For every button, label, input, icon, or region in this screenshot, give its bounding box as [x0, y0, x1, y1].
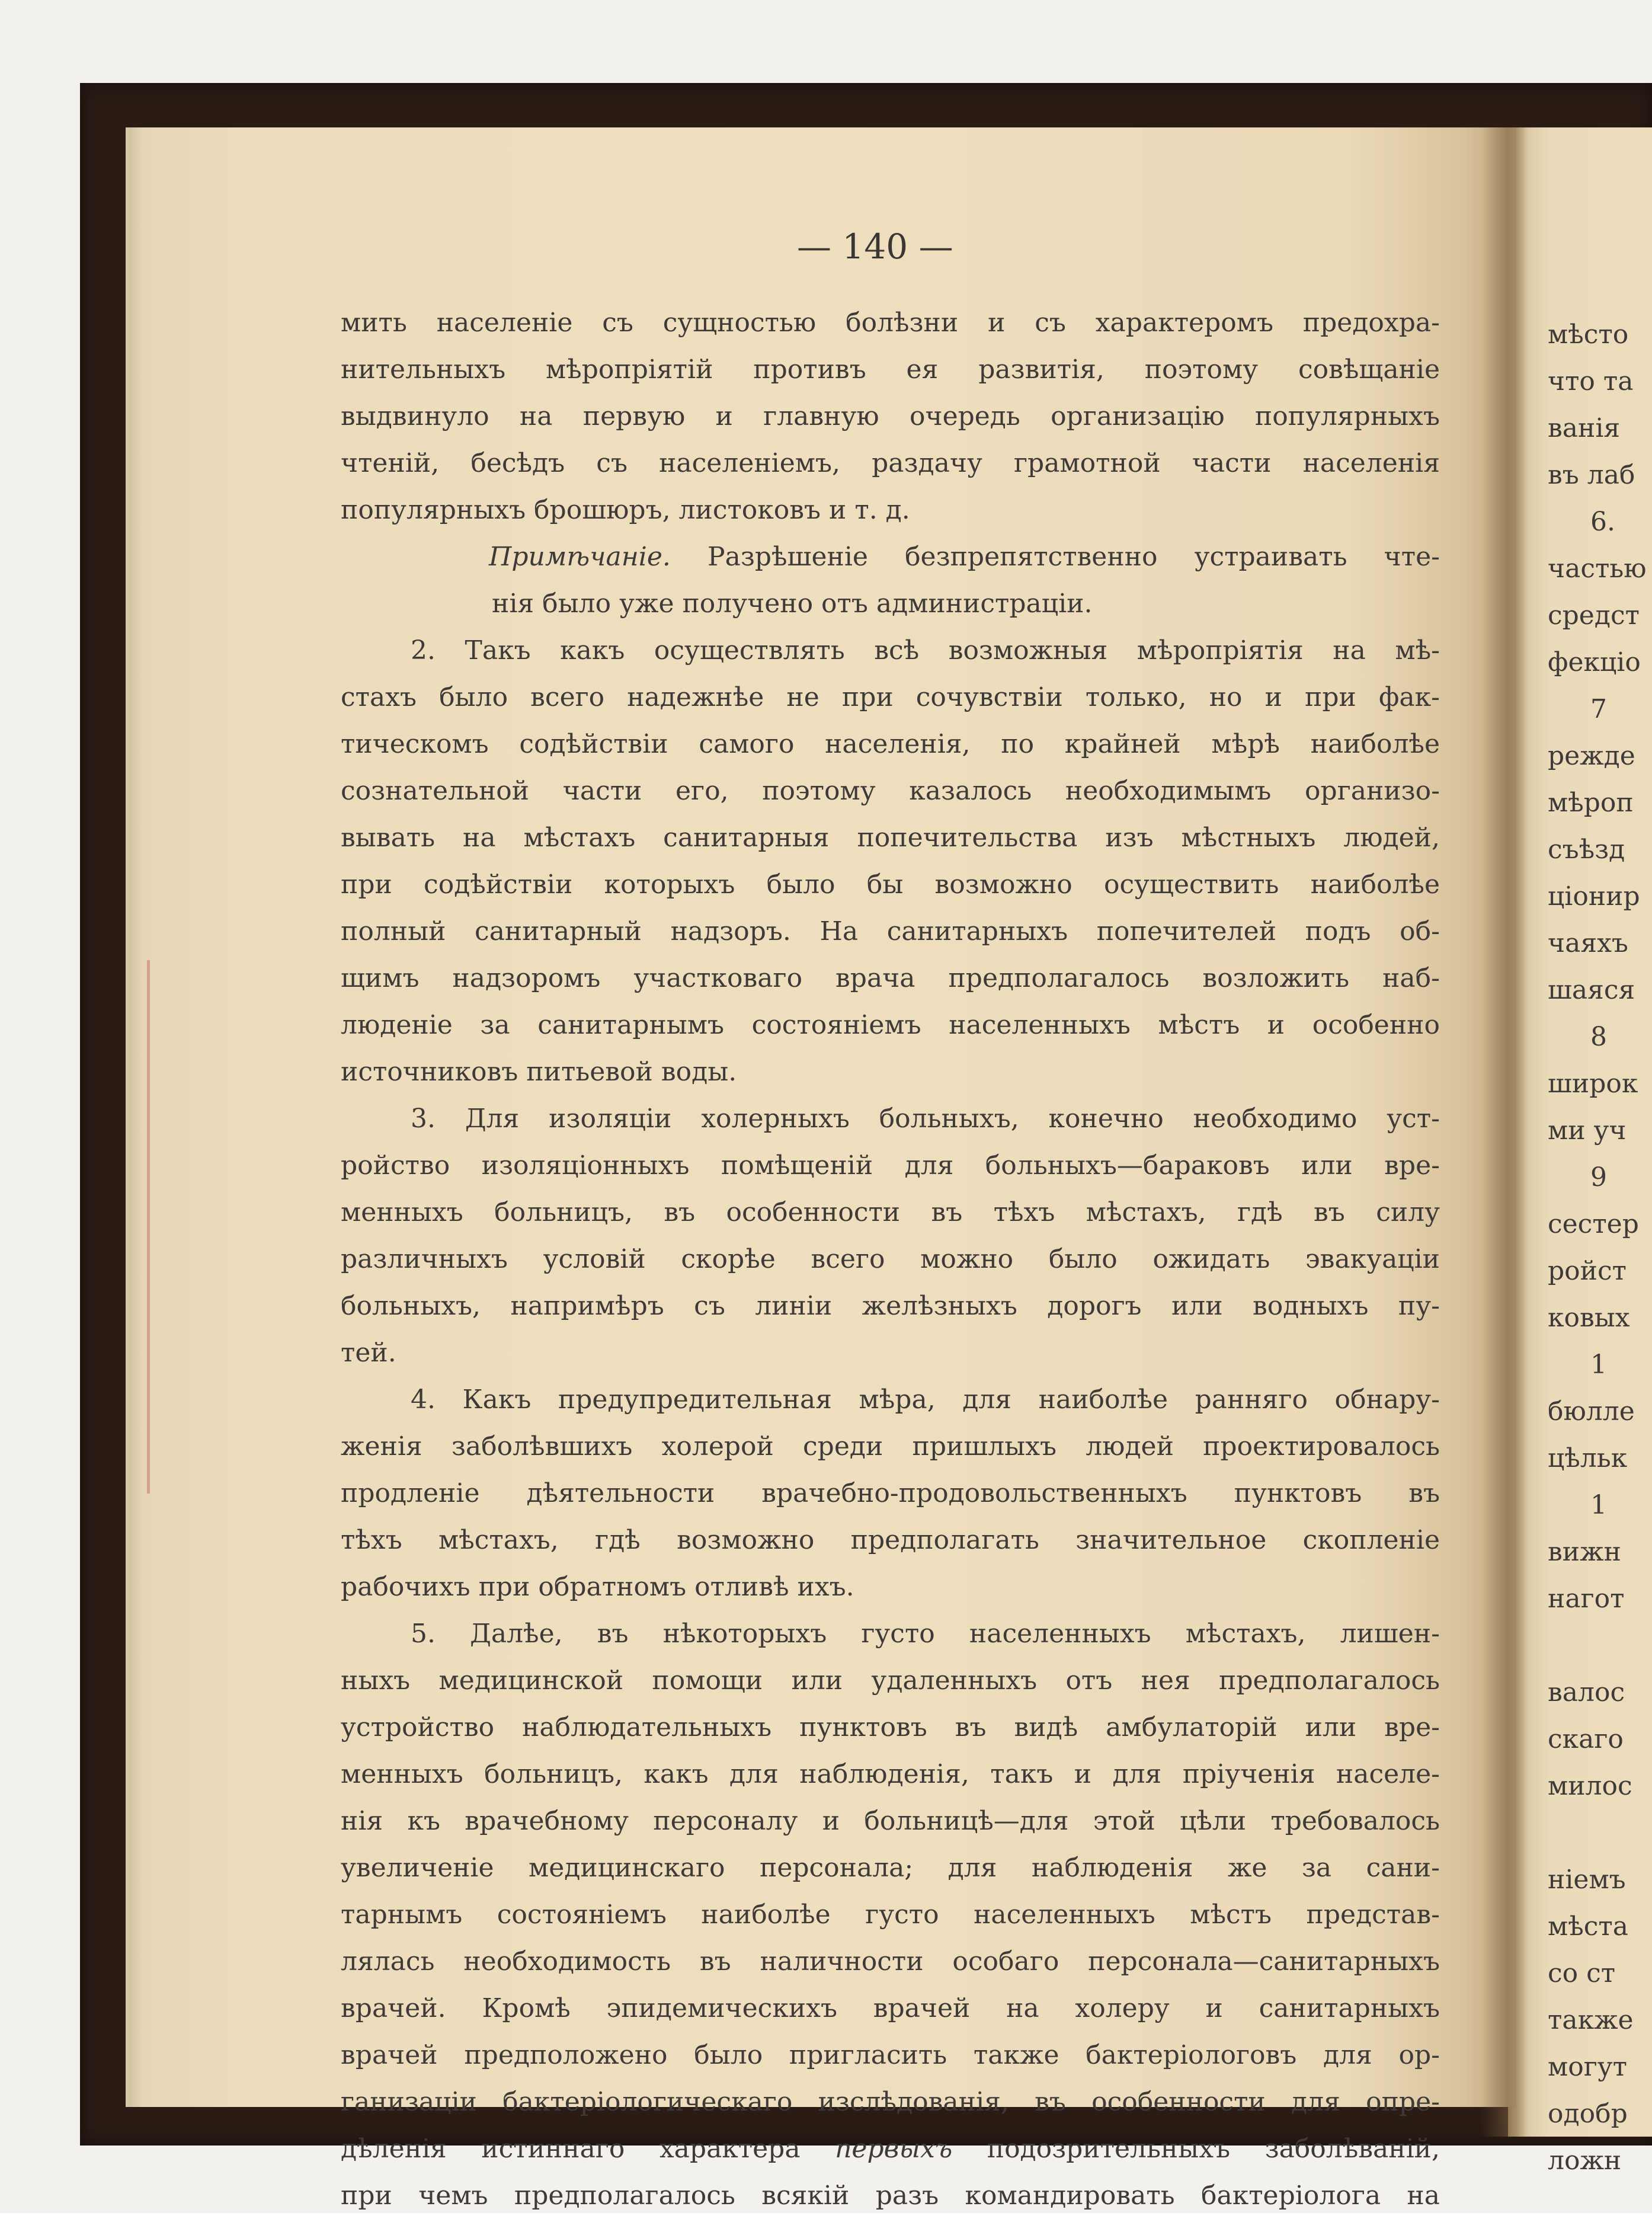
right-page-line-fragment: шаяся: [1548, 975, 1635, 1005]
text-line: полный санитарный надзоръ. На санитарныхъ попечителей подъ об-: [341, 916, 1440, 947]
right-page-line-fragment: [1548, 1809, 1647, 1856]
text-line: рабочихъ при обратномъ отливѣ ихъ.: [341, 1572, 854, 1602]
text-segment: подозрительныхъ заболѣваній,: [952, 2134, 1440, 2164]
text-line: различныхъ условій скорѣе всего можно было ожидать эвакуаціи: [341, 1244, 1440, 1274]
text-line: люденіе за санитарнымъ состояніемъ населенныхъ мѣстъ и особенно: [341, 1010, 1440, 1040]
left-page-edge: [129, 127, 142, 2107]
note-label: Примѣчаніе.: [489, 542, 671, 572]
right-page-line-fragment: нагот: [1548, 1584, 1625, 1614]
right-page-line-fragment: широк: [1548, 1069, 1638, 1099]
right-page-line-fragment: ложн: [1548, 2146, 1622, 2176]
text-line: увеличеніе медицинскаго персонала; для наблюденія же за сани-: [341, 1853, 1440, 1883]
text-line: нія было уже получено отъ администраціи.: [492, 589, 1093, 619]
right-page-line-fragment: ніемъ: [1548, 1865, 1626, 1895]
text-line: стахъ было всего надежнѣе не при сочувствіи только, но и при фак-: [341, 682, 1440, 712]
text-line: чтеній, бесѣдъ съ населеніемъ, раздачу грамотной части населенія: [341, 448, 1440, 478]
margin-mark: [147, 960, 150, 1494]
right-page-line-fragment: цѣльк: [1548, 1443, 1628, 1473]
text-line: ганизаціи бактеріологическаго изслѣдованія, въ особенности для опре-: [341, 2087, 1440, 2117]
right-page-line-fragment: бюлле: [1548, 1396, 1635, 1427]
text-line: мить населеніе съ сущностью болѣзни и съ характеромъ предохра-: [341, 308, 1440, 338]
right-page-line-fragment: ройст: [1548, 1256, 1627, 1286]
right-page-line-fragment: могут: [1548, 2052, 1627, 2082]
text-line: врачей. Кромѣ эпидемическихъ врачей на холеру и санитарныхъ: [341, 1993, 1440, 2023]
text-line: тарнымъ состояніемъ наиболѣе густо населенныхъ мѣстъ представ-: [341, 1900, 1440, 1930]
text-line: щимъ надзоромъ участковаго врача предполагалось возложить наб-: [341, 963, 1440, 993]
text-line: при чемъ предполагалось всякій разъ командировать бактеріолога на: [341, 2180, 1440, 2211]
text-line: нительныхъ мѣропріятій противъ ея развитія, поэтому совѣщаніе: [341, 354, 1440, 385]
right-page-line-fragment: вижн: [1548, 1537, 1621, 1567]
text-segment: дѣленія истиннаго характера: [341, 2134, 835, 2164]
right-page-line-fragment: мѣсто: [1548, 319, 1629, 350]
right-page-line-fragment: со ст: [1548, 1958, 1616, 1988]
right-page-line-fragment: 9: [1590, 1162, 1607, 1192]
right-page-line-fragment: скаго: [1548, 1724, 1624, 1754]
right-page-line-fragment: въ лаб: [1548, 460, 1635, 490]
text-line: ройство изоляціонныхъ помѣщеній для больныхъ—бараковъ или вре-: [341, 1150, 1440, 1181]
text-line: тическомъ содѣйствіи самого населенія, по крайней мѣрѣ наиболѣе: [341, 729, 1440, 759]
text-line: тей.: [341, 1338, 396, 1368]
main-text-block: [341, 299, 1440, 2219]
right-page-line-fragment: [1548, 1622, 1647, 1669]
page-number: — 140 —: [797, 226, 953, 267]
text-line: врачей предположено было пригласить также бактеріологовъ для ор-: [341, 2040, 1440, 2070]
right-page-line-fragment: мѣроп: [1548, 788, 1634, 818]
book-gutter-shadow: [1481, 127, 1529, 2137]
text-line: ныхъ медицинской помощи или удаленныхъ отъ нея предполагалось: [341, 1665, 1440, 1696]
right-page-line-fragment: валос: [1548, 1677, 1625, 1708]
text-line: выдвинуло на первую и главную очередь организацію популярныхъ: [341, 401, 1440, 431]
text-line: тѣхъ мѣстахъ, гдѣ возможно предполагать значительное скопленіе: [341, 1525, 1440, 1555]
right-page-line-fragment: чаяхъ: [1548, 928, 1628, 958]
right-page-line-fragment: частью: [1548, 554, 1647, 584]
right-page-line-fragment: 8: [1590, 1022, 1607, 1052]
text-line: источниковъ питьевой воды.: [341, 1057, 737, 1087]
right-page-text-fragments: [1548, 311, 1647, 2184]
right-page-line-fragment: милос: [1548, 1771, 1632, 1801]
right-page-line-fragment: 1: [1590, 1350, 1607, 1380]
right-page-line-fragment: фекціо: [1548, 647, 1641, 677]
text-line: сознательной части его, поэтому казалось необходимымъ организо-: [341, 776, 1440, 806]
text-line: 2. Такъ какъ осуществлять всѣ возможныя мѣропріятія на мѣ-: [411, 635, 1440, 666]
right-page-line-fragment: мѣста: [1548, 1911, 1628, 1942]
text-line: популярныхъ брошюръ, листоковъ и т. д.: [341, 495, 910, 525]
right-page-line-fragment: ванія: [1548, 413, 1621, 443]
italic-word: первыхъ: [835, 2134, 953, 2164]
text-line: вывать на мѣстахъ санитарныя попечительства изъ мѣстныхъ людей,: [341, 823, 1440, 853]
text-line: 4. Какъ предупредительная мѣра, для наиболѣе ранняго обнару-: [411, 1385, 1440, 1415]
text-line: менныхъ больницъ, въ особенности въ тѣхъ мѣстахъ, гдѣ въ силу: [341, 1197, 1440, 1227]
text-line: лялась необходимость въ наличности особаго персонала—санитарныхъ: [341, 1946, 1440, 1977]
right-page-line-fragment: съѣзд: [1548, 834, 1625, 865]
right-page-line-fragment: одобр: [1548, 2099, 1628, 2129]
text-line: устройство наблюдательныхъ пунктовъ въ видѣ амбулаторій или вре-: [341, 1712, 1440, 1742]
text-line: менныхъ больницъ, какъ для наблюденія, такъ и для пріученія населе-: [341, 1759, 1440, 1789]
right-page-line-fragment: 7: [1590, 694, 1607, 724]
text-line: женія заболѣвшихъ холерой среди пришлыхъ людей проектировалось: [341, 1431, 1440, 1462]
right-page-line-fragment: средст: [1548, 600, 1640, 631]
text-line: 5. Далѣе, въ нѣкоторыхъ густо населенныхъ мѣстахъ, лишен-: [411, 1619, 1440, 1649]
right-page-line-fragment: ковых: [1548, 1303, 1630, 1333]
right-page-line-fragment: что та: [1548, 366, 1634, 397]
text-line: [341, 2125, 1440, 2172]
text-line: нія къ врачебному персоналу и больницѣ—для этой цѣли требовалось: [341, 1806, 1440, 1836]
text-segment: Разрѣшеніе безпрепятственно устраивать чте-: [670, 542, 1440, 572]
right-page-line-fragment: режде: [1548, 741, 1635, 771]
text-line: [341, 533, 1440, 580]
right-page-line-fragment: сестер: [1548, 1209, 1639, 1239]
right-page-line-fragment: также: [1548, 2005, 1634, 2035]
right-page-line-fragment: 6.: [1590, 507, 1615, 537]
text-line: больныхъ, напримѣръ съ линіи желѣзныхъ дорогъ или водныхъ пу-: [341, 1291, 1440, 1321]
right-page-line-fragment: 1: [1590, 1490, 1607, 1520]
text-line: 3. Для изоляціи холерныхъ больныхъ, конечно необходимо уст-: [411, 1104, 1440, 1134]
right-page-line-fragment: ціонир: [1548, 881, 1640, 912]
text-line: продленіе дѣятельности врачебно-продовольственныхъ пунктовъ въ: [341, 1478, 1440, 1508]
text-line: при содѣйствіи которыхъ было бы возможно осуществить наиболѣе: [341, 869, 1440, 900]
right-page-line-fragment: ми уч: [1548, 1115, 1627, 1146]
